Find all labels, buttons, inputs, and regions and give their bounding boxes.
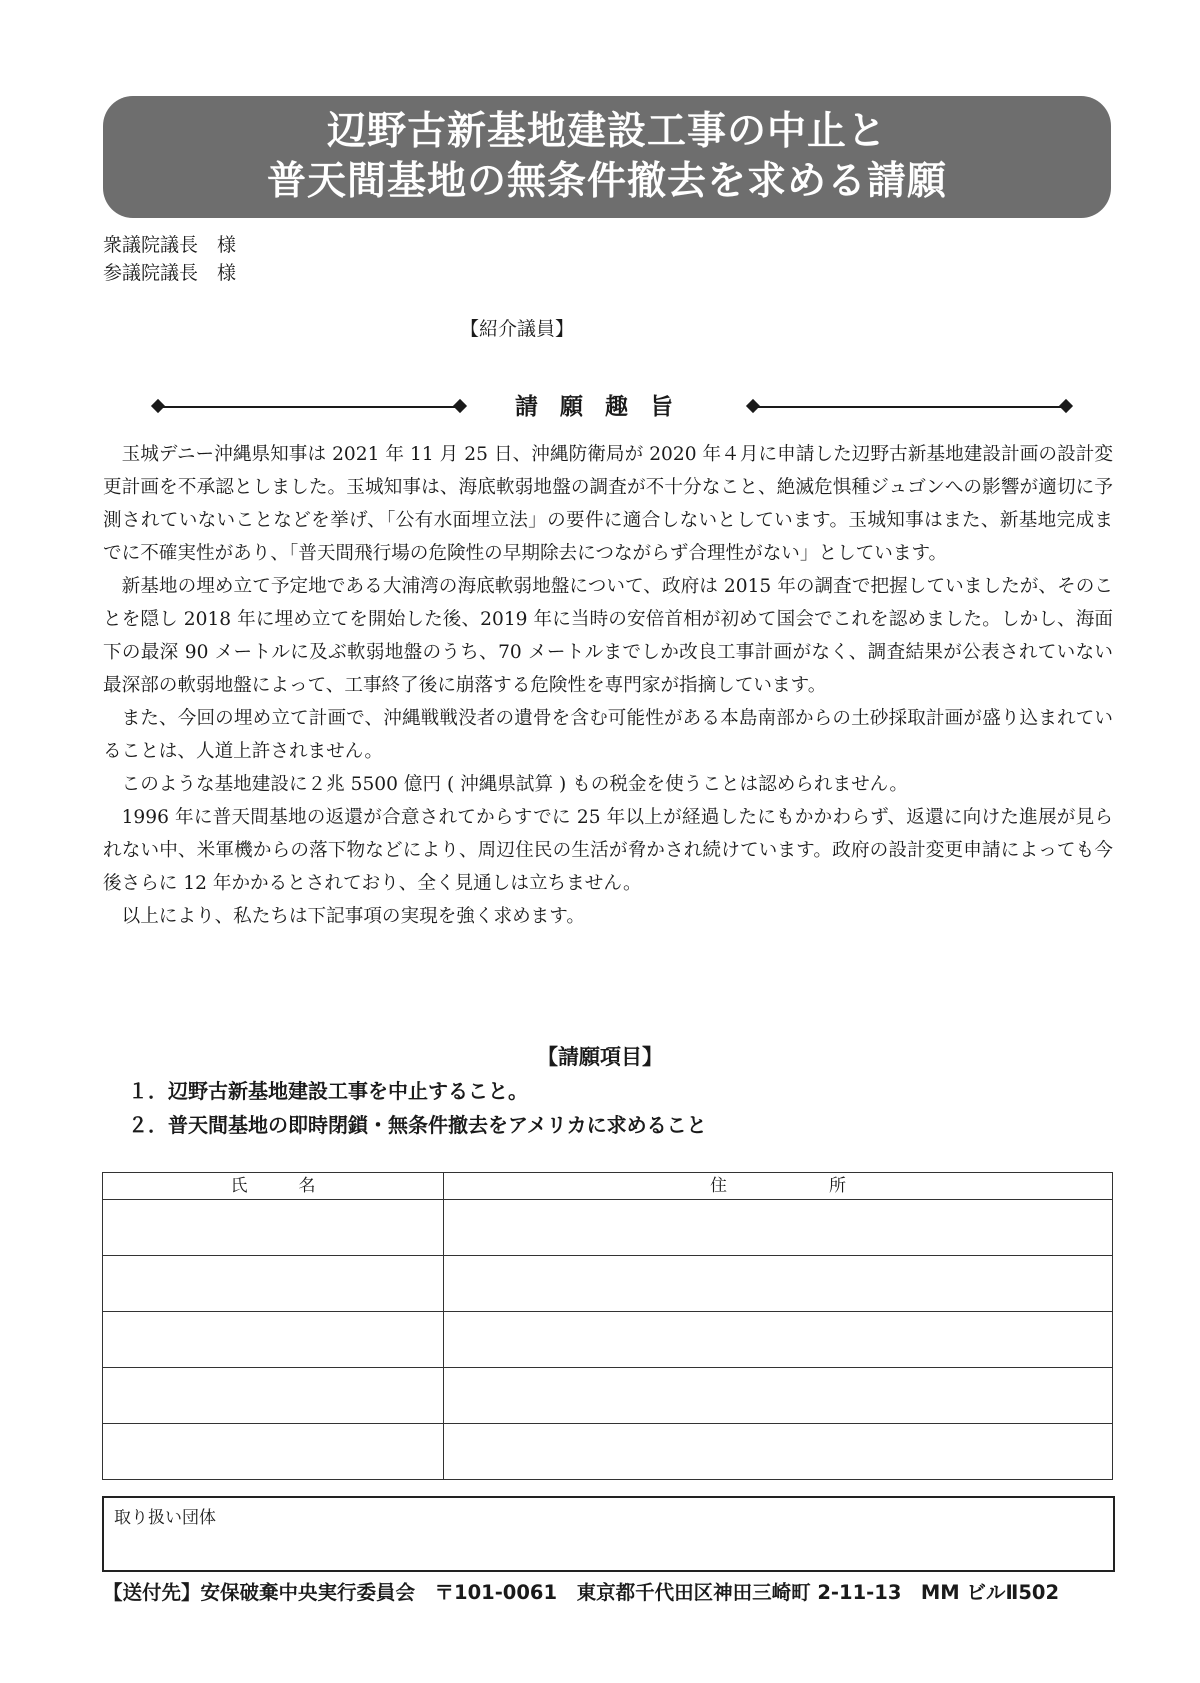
name-cell[interactable] xyxy=(103,1312,444,1368)
handling-organization-label: 取り扱い団体 xyxy=(114,1508,216,1528)
name-cell[interactable] xyxy=(103,1368,444,1424)
address-cell[interactable] xyxy=(444,1424,1113,1480)
purpose-body xyxy=(103,438,1113,933)
address-cell[interactable] xyxy=(444,1312,1113,1368)
table-row xyxy=(103,1424,1113,1480)
divider-diamond-inner-left xyxy=(453,399,467,413)
name-cell[interactable] xyxy=(103,1256,444,1312)
column-header-address: 住 所 xyxy=(444,1173,1113,1200)
addressee-house-of-representatives: 衆議院議長 様 xyxy=(103,234,237,256)
column-header-name: 氏 名 xyxy=(103,1173,444,1200)
name-cell[interactable] xyxy=(103,1200,444,1256)
divider-diamond-right xyxy=(1059,399,1073,413)
title-line-2: 普天間基地の無条件撤去を求める請願 xyxy=(266,159,947,204)
purpose-paragraph: 1996 年に普天間基地の返還が合意されてからすでに 25 年以上が経過したにもかかわらず、返還に向けた進展が見られない中、米軍機からの落下物などにより、周辺住民の生活が脅かされ続けています。政府の設計変更申請によっても今後さらに 12 年かかるとされており、全く見通しは立ちません。 xyxy=(103,807,1113,894)
handling-organization-box[interactable] xyxy=(102,1496,1115,1572)
items-heading: 【請願項目】 xyxy=(537,1045,663,1069)
title-banner xyxy=(103,96,1111,218)
table-row xyxy=(103,1256,1113,1312)
introducer-label: 【紹介議員】 xyxy=(460,318,575,340)
addressee-house-of-councillors: 参議院議長 様 xyxy=(103,262,237,284)
table-row xyxy=(103,1368,1113,1424)
purpose-paragraph: また、今回の埋め立て計画で、沖縄戦戦没者の遺骨を含む可能性がある本島南部からの土砂採取計画が盛り込まれていることは、人道上許されません。 xyxy=(103,708,1113,762)
title-line-1: 辺野古新基地建設工事の中止と xyxy=(326,109,887,154)
purpose-heading: 請願趣旨 xyxy=(515,394,695,420)
table-row xyxy=(103,1312,1113,1368)
address-cell[interactable] xyxy=(444,1200,1113,1256)
divider-line-right xyxy=(753,406,1066,408)
purpose-paragraph: 玉城デニー沖縄県知事は 2021 年 11 月 25 日、沖縄防衛局が 2020 年４月に申請した辺野古新基地建設計画の設計変更計画を不承認としました。玉城知事は、海底軟弱地盤の調査が不十分なこと、絶滅危惧種ジュゴンへの影響が適切に予測されていないことなどを挙げ、「公有水面埋立法」の要件に適合しないとしています。玉城知事はまた、新基地完成までに不確実性があり、「普天間飛行場の危険性の早期除去につながらず合理性がない」としています。 xyxy=(103,444,1113,564)
divider-line-left xyxy=(158,406,458,408)
signature-table xyxy=(102,1172,1113,1480)
address-cell[interactable] xyxy=(444,1256,1113,1312)
send-to-footer: 【送付先】安保破棄中央実行委員会 〒101-0061 東京都千代田区神田三崎町 2-11-13 MM ビルⅡ502 xyxy=(103,1581,1060,1604)
purpose-paragraph: このような基地建設に２兆 5500 億円 ( 沖縄県試算 ) もの税金を使うことは認められません。 xyxy=(121,774,908,795)
address-cell[interactable] xyxy=(444,1368,1113,1424)
purpose-paragraph: 新基地の埋め立て予定地である大浦湾の海底軟弱地盤について、政府は 2015 年の調査で把握していましたが、そのことを隠し 2018 年に埋め立てを開始した後、2019 年に当時の安倍首相が初めて国会でこれを認めました。しかし、海面下の最深 90 メートルに及ぶ軟弱地盤のうち、70 メートルまでしか改良工事計画がなく、調査結果が公表されていない最深部の軟弱地盤によって、工事終了後に崩落する危険性を専門家が指摘しています。 xyxy=(103,576,1113,696)
petition-item-2: ２．普天間基地の即時閉鎖・無条件撤去をアメリカに求めること xyxy=(128,1113,707,1137)
purpose-paragraph: 以上により、私たちは下記事項の実現を強く求めます。 xyxy=(121,906,585,927)
petition-item-1: １．辺野古新基地建設工事を中止すること。 xyxy=(128,1079,528,1103)
name-cell[interactable] xyxy=(103,1424,444,1480)
table-row xyxy=(103,1200,1113,1256)
